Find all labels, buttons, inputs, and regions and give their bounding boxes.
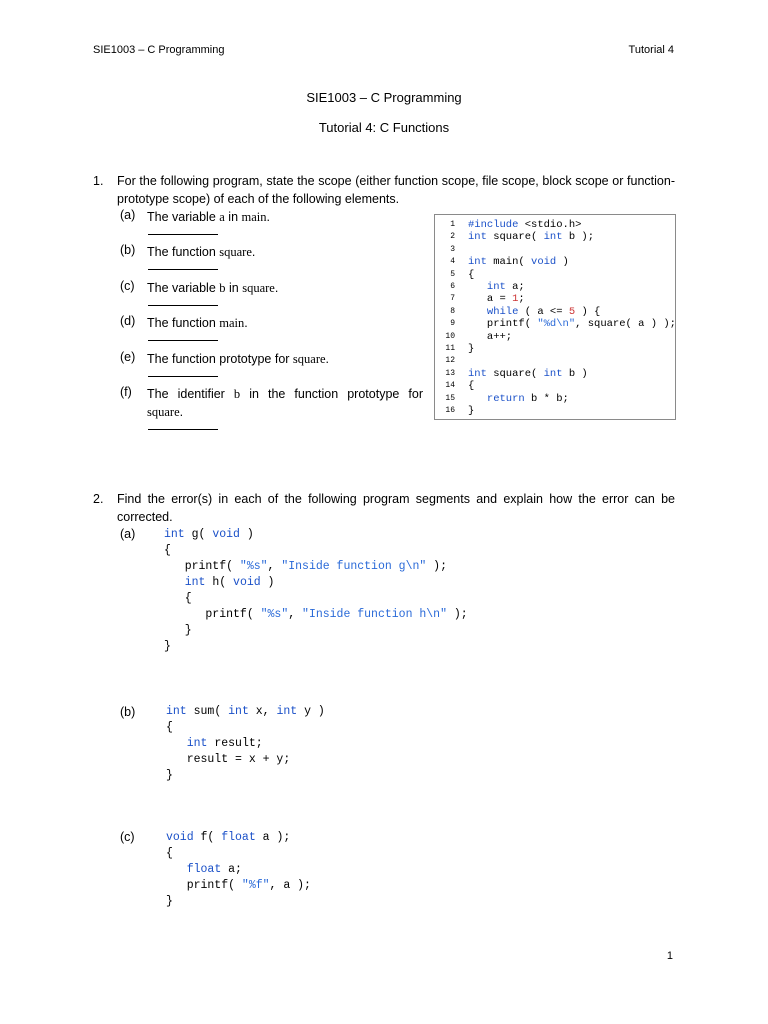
code-text: { xyxy=(164,544,171,557)
line-number: 11 xyxy=(445,344,455,353)
code-text: result; xyxy=(207,737,263,750)
item-text xyxy=(147,350,423,368)
code-text: b ) xyxy=(562,367,588,380)
line-number: 12 xyxy=(445,356,455,366)
line-number: 8 xyxy=(450,306,455,316)
item-code-term: square xyxy=(147,405,180,419)
line-number: 13 xyxy=(445,368,455,378)
code-line xyxy=(435,293,675,305)
code-line xyxy=(435,244,675,256)
code-text: main( xyxy=(486,256,532,269)
code-text: b ); xyxy=(562,231,595,244)
line-code xyxy=(468,331,512,343)
item-text-part: . xyxy=(244,316,248,330)
item-text xyxy=(147,314,423,332)
item-text-part: . xyxy=(251,245,256,259)
code-text: } xyxy=(468,343,475,355)
item-text-part: in xyxy=(224,210,242,224)
code-line xyxy=(435,393,675,405)
header-left: SIE1003 – C Programming xyxy=(93,44,225,56)
line-number: 16 xyxy=(445,406,455,415)
item-label: (e) xyxy=(120,350,136,364)
item-code-term: b xyxy=(219,281,226,295)
code-text: result = x + y; xyxy=(166,753,291,766)
code-line xyxy=(435,405,675,417)
code-text: ( a <= xyxy=(518,305,569,318)
line-code xyxy=(468,256,569,268)
item-text xyxy=(147,243,423,261)
code-kw: int xyxy=(166,705,187,718)
item-code-term: square xyxy=(242,281,275,295)
item-label: (c) xyxy=(120,279,135,293)
segment-line xyxy=(166,720,325,736)
line-number: 14 xyxy=(445,381,455,391)
code-text: ; xyxy=(518,293,525,306)
code-line xyxy=(435,343,675,355)
line-code xyxy=(468,293,525,305)
line-code xyxy=(468,393,569,405)
line-number: 2 xyxy=(450,232,455,242)
code-kw: void xyxy=(233,576,261,589)
code-line xyxy=(435,380,675,392)
code-line xyxy=(435,331,675,343)
line-number: 7 xyxy=(450,294,455,304)
code-kw: void xyxy=(166,831,194,844)
line-code xyxy=(468,343,474,355)
code-text: <stdio.h> xyxy=(518,219,582,231)
segment-line xyxy=(166,846,311,862)
code-text: { xyxy=(164,592,192,605)
item-code-term: main xyxy=(219,316,245,330)
code-kw: int xyxy=(468,231,487,244)
item-text-part: . xyxy=(266,210,270,224)
segment-line xyxy=(164,543,468,559)
code-text xyxy=(468,306,487,318)
code-text: } xyxy=(166,895,173,908)
answer-blank[interactable] xyxy=(148,376,218,377)
item-text-part: in the function prototype for xyxy=(240,387,423,401)
segment-line xyxy=(166,862,311,878)
code-text xyxy=(164,576,185,589)
item-text-part: . xyxy=(179,405,184,419)
item-code-term: b xyxy=(233,387,241,401)
line-code xyxy=(468,318,676,330)
code-text: printf( xyxy=(166,879,242,892)
code-num: 1 xyxy=(512,293,519,306)
item-label: (a) xyxy=(120,208,136,222)
code-kw: float xyxy=(186,863,222,876)
code-str: "%s" xyxy=(239,560,268,573)
tutorial-title: Tutorial 4: C Functions xyxy=(318,120,450,135)
code-text: } xyxy=(468,405,475,417)
segment-line xyxy=(164,639,468,655)
code-kw: void xyxy=(212,528,240,541)
item-text-part: . xyxy=(274,281,279,295)
code-kw: int xyxy=(184,576,206,589)
code-text: , a ); xyxy=(269,879,311,892)
code-line xyxy=(435,368,675,380)
line-number: 1 xyxy=(450,220,455,229)
answer-blank[interactable] xyxy=(148,234,218,235)
line-code xyxy=(468,380,474,392)
segment-line xyxy=(164,591,468,607)
item-text-part: . xyxy=(325,352,330,366)
segment-line xyxy=(166,894,311,910)
item-text-part: The identifier xyxy=(147,387,234,401)
header-right: Tutorial 4 xyxy=(628,44,674,56)
code-text: } xyxy=(166,769,173,782)
segment-line xyxy=(164,607,468,623)
code-text: , xyxy=(288,608,303,621)
code-kw: int xyxy=(186,737,208,750)
item-text-part: The function prototype for xyxy=(147,352,293,366)
item-text-part: The function xyxy=(147,316,220,330)
code-text xyxy=(468,281,487,293)
item-code-term: square xyxy=(219,245,252,259)
segment-line xyxy=(164,527,468,543)
code-line xyxy=(435,231,675,243)
segment-line xyxy=(164,623,468,639)
code-num: 5 xyxy=(568,305,576,318)
code-text: sum( xyxy=(186,705,229,718)
item-code-term: a xyxy=(219,210,225,224)
code-text: , square( a ) ); xyxy=(575,318,676,331)
code-str: "%f" xyxy=(241,879,270,892)
code-kw: int xyxy=(468,367,487,380)
segment-label: (c) xyxy=(120,830,135,844)
code-line xyxy=(435,281,675,293)
code-listing-box xyxy=(434,214,676,420)
question-2-text: Find the error(s) in each of the following program segments and explain how the error can be corrected. xyxy=(117,492,675,524)
code-text: { xyxy=(166,721,173,734)
code-kw: return xyxy=(486,392,525,405)
code-line xyxy=(435,256,675,268)
code-line xyxy=(435,306,675,318)
code-line xyxy=(435,269,675,281)
line-number: 5 xyxy=(450,269,455,279)
question-1-text: For the following program, state the scope (either function scope, file scope, block scope or function-prototype scope) of each of the following elements. xyxy=(117,174,675,206)
code-segment xyxy=(166,704,325,784)
code-text: printf( xyxy=(468,318,538,331)
question-2-number: 2. xyxy=(93,492,104,506)
code-kw: int xyxy=(486,281,506,293)
code-text: b * b; xyxy=(524,392,569,405)
code-text: ) xyxy=(556,256,569,269)
code-kw: int xyxy=(164,528,185,541)
code-text xyxy=(468,393,487,405)
answer-blank[interactable] xyxy=(148,269,218,270)
code-text: ); xyxy=(426,560,447,573)
document-title: SIE1003 – C Programming xyxy=(306,90,462,105)
code-text: a; xyxy=(505,281,525,293)
code-text: { xyxy=(166,847,173,860)
segment-line xyxy=(166,752,325,768)
segment-label: (b) xyxy=(120,705,136,719)
code-str: "%d\n" xyxy=(537,318,576,331)
item-text-part: The function xyxy=(147,245,220,259)
code-text: square( xyxy=(486,367,544,380)
segment-line xyxy=(166,704,325,720)
item-text-part: in xyxy=(225,281,243,295)
item-text-part: The variable xyxy=(147,281,220,295)
line-number: 15 xyxy=(445,393,455,403)
code-segment xyxy=(166,830,311,910)
code-segment xyxy=(164,527,468,655)
code-str: "Inside function g\n" xyxy=(281,560,427,573)
code-text: printf( xyxy=(164,560,240,573)
code-line xyxy=(435,318,675,330)
line-code xyxy=(468,368,588,380)
line-code xyxy=(468,405,474,417)
code-text: square( xyxy=(486,231,544,244)
segment-line xyxy=(164,575,468,591)
code-text: { xyxy=(468,380,475,393)
segment-label: (a) xyxy=(120,527,136,541)
code-text xyxy=(166,863,187,876)
code-text: y ) xyxy=(297,705,325,718)
code-kw: int xyxy=(543,231,563,244)
line-code xyxy=(468,306,600,318)
item-label: (f) xyxy=(120,385,132,399)
answer-blank[interactable] xyxy=(148,340,218,341)
segment-line xyxy=(166,768,325,784)
code-kw: int xyxy=(228,705,249,718)
line-code xyxy=(468,281,525,293)
page-number: 1 xyxy=(666,950,673,962)
code-text: a; xyxy=(221,863,242,876)
code-kw: void xyxy=(531,256,557,269)
item-text xyxy=(147,208,423,226)
segment-line xyxy=(166,878,311,894)
code-text: } xyxy=(164,624,192,637)
code-str: "Inside function h\n" xyxy=(302,608,447,621)
code-text: ) xyxy=(239,528,254,541)
answer-blank[interactable] xyxy=(148,305,218,306)
code-text xyxy=(166,737,187,750)
line-code xyxy=(468,219,581,231)
code-text: a = xyxy=(468,293,513,306)
line-code xyxy=(468,231,594,243)
code-text: a++; xyxy=(468,330,513,343)
code-text: , xyxy=(267,560,282,573)
line-number: 4 xyxy=(450,257,455,267)
code-kw: float xyxy=(221,831,256,844)
question-1-number: 1. xyxy=(93,174,104,188)
code-kw: #include xyxy=(468,219,519,231)
item-text xyxy=(147,279,423,297)
line-number: 9 xyxy=(450,319,455,329)
code-kw: int xyxy=(276,705,298,718)
item-text xyxy=(147,385,423,421)
code-text: ) xyxy=(260,576,275,589)
code-text: a ); xyxy=(255,831,291,844)
line-code xyxy=(468,269,474,281)
segment-line xyxy=(166,736,325,752)
answer-blank[interactable] xyxy=(148,429,218,430)
code-text: g( xyxy=(184,528,213,541)
code-kw: while xyxy=(486,305,519,318)
item-code-term: square xyxy=(292,352,326,366)
code-text: f( xyxy=(193,831,222,844)
item-label: (b) xyxy=(120,243,136,257)
code-text: printf( xyxy=(164,608,261,621)
line-number: 6 xyxy=(450,282,455,291)
code-text: { xyxy=(468,268,475,281)
segment-line xyxy=(166,830,311,846)
item-label: (d) xyxy=(120,314,136,328)
code-text: ) { xyxy=(575,305,601,318)
segment-line xyxy=(164,559,468,575)
code-str: "%s" xyxy=(260,608,289,621)
code-kw: int xyxy=(543,367,563,380)
item-text-part: The variable xyxy=(147,210,220,224)
item-code-term: main xyxy=(241,210,267,224)
code-line xyxy=(435,219,675,231)
code-text: h( xyxy=(205,576,234,589)
code-kw: int xyxy=(468,256,487,269)
code-text: ); xyxy=(446,608,468,621)
code-line xyxy=(435,355,675,367)
code-text: x, xyxy=(248,705,277,718)
code-text: } xyxy=(164,640,171,653)
line-number: 3 xyxy=(450,244,455,254)
line-number: 10 xyxy=(445,331,455,341)
